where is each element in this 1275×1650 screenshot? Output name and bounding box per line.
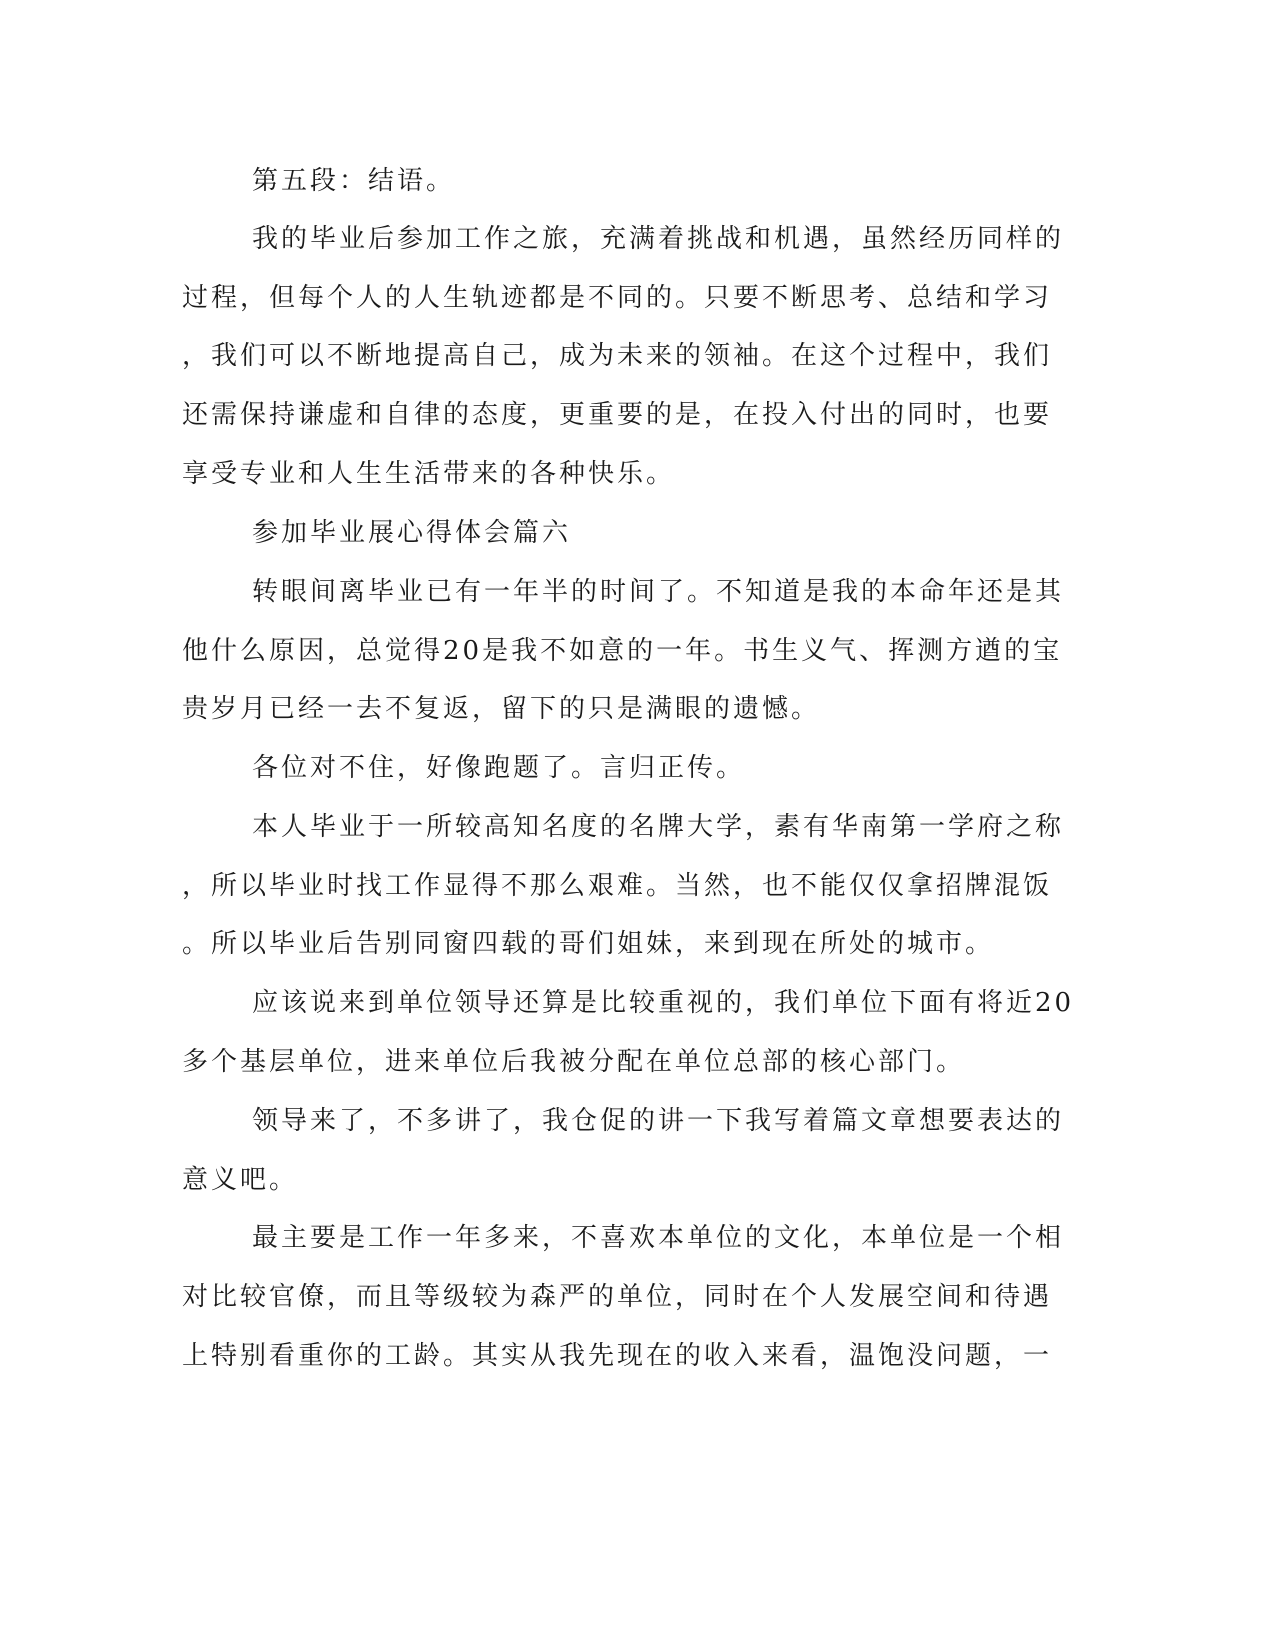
paragraph-line: 。所以毕业后告别同窗四载的哥们姐妹，来到现在所处的城市。 <box>182 929 995 959</box>
paragraph-line: 我的毕业后参加工作之旅，充满着挑战和机遇，虽然经历同样的 <box>252 224 1065 254</box>
paragraph-line: 各位对不住，好像跑题了。言归正传。 <box>252 753 746 783</box>
paragraph-line: 多个基层单位，进来单位后我被分配在单位总部的核心部门。 <box>182 1047 966 1077</box>
paragraph-line: 还需保持谦虚和自律的态度，更重要的是，在投入付出的同时，也要 <box>182 400 1053 430</box>
paragraph-line: ，所以毕业时找工作显得不那么艰难。当然，也不能仅仅拿招牌混饭 <box>182 871 1053 901</box>
paragraph-line: 对比较官僚，而且等级较为森严的单位，同时在个人发展空间和待遇 <box>182 1282 1053 1312</box>
paragraph-line: 领导来了，不多讲了，我仓促的讲一下我写着篇文章想要表达的 <box>252 1106 1065 1136</box>
section-heading: 第五段：结语。 <box>252 166 456 196</box>
paragraph-line: 转眼间离毕业已有一年半的时间了。不知道是我的本命年还是其 <box>252 577 1065 607</box>
paragraph-line: 上特别看重你的工龄。其实从我先现在的收入来看，温饱没问题，一 <box>182 1341 1053 1371</box>
paragraph-line: 最主要是工作一年多来，不喜欢本单位的文化，本单位是一个相 <box>252 1223 1065 1253</box>
paragraph-line: 过程，但每个人的人生轨迹都是不同的。只要不断思考、总结和学习 <box>182 283 1053 313</box>
paragraph-line: ，我们可以不断地提高自己，成为未来的领袖。在这个过程中，我们 <box>182 341 1053 371</box>
paragraph-line: 应该说来到单位领导还算是比较重视的，我们单位下面有将近20 <box>252 988 1075 1018</box>
paragraph-line: 享受专业和人生生活带来的各种快乐。 <box>182 459 676 489</box>
paragraph-line: 他什么原因，总觉得20是我不如意的一年。书生义气、挥测方遒的宝 <box>182 636 1063 666</box>
paragraph-line: 贵岁月已经一去不复返，留下的只是满眼的遗憾。 <box>182 694 821 724</box>
article-title: 参加毕业展心得体会篇六 <box>252 518 572 548</box>
paragraph-line: 意义吧。 <box>182 1165 299 1195</box>
paragraph-line: 本人毕业于一所较高知名度的名牌大学，素有华南第一学府之称 <box>252 812 1065 842</box>
